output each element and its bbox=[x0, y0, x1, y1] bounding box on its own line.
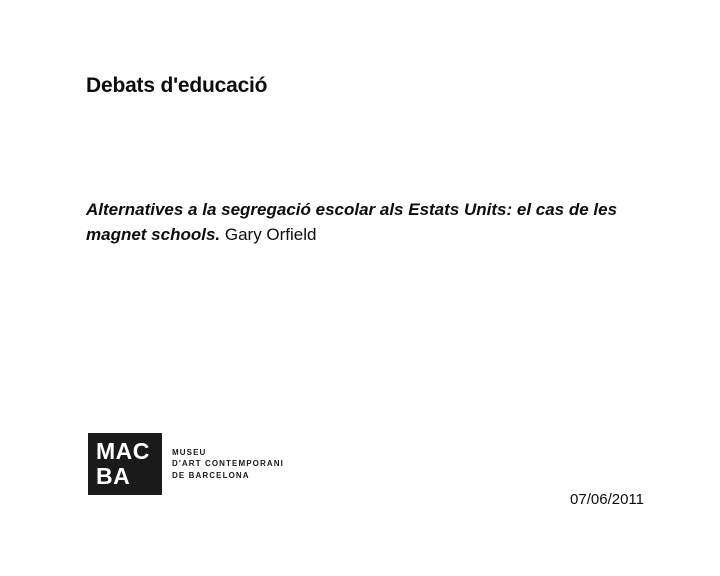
macba-logo-mark bbox=[88, 433, 162, 495]
macba-logo-mark-line2: BA bbox=[96, 463, 131, 489]
slide-title: Debats d'educació bbox=[86, 74, 268, 97]
macba-logo-text-line1: MUSEU bbox=[172, 447, 207, 457]
slide-subtitle-author: Gary Orfield bbox=[220, 224, 317, 244]
macba-logo-mark-line1: MAC bbox=[96, 438, 150, 465]
slide-subtitle bbox=[86, 198, 646, 247]
slide-subtitle-work: Alternatives a la segregació escolar als Estats Units: el cas de les magnet schools. bbox=[86, 200, 618, 244]
macba-logo-text bbox=[172, 447, 284, 481]
macba-logo-text-line2: D'ART CONTEMPORANI bbox=[172, 459, 284, 469]
macba-logo-text-line3: DE BARCELONA bbox=[172, 470, 250, 480]
slide-date: 07/06/2011 bbox=[570, 491, 644, 508]
macba-logo bbox=[88, 433, 284, 495]
